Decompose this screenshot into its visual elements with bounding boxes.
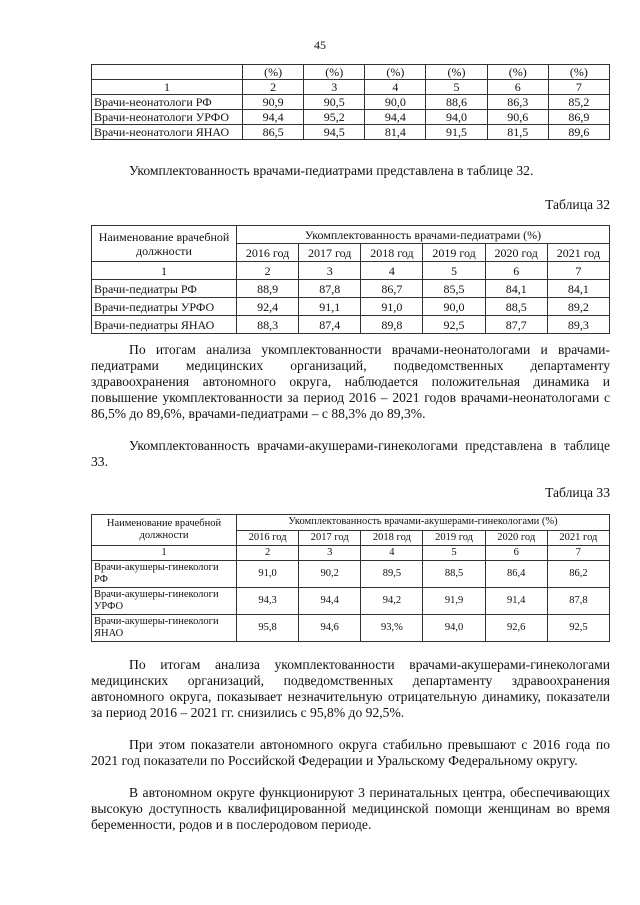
table-cell: 94,4 bbox=[365, 110, 426, 125]
table-cell: 87,7 bbox=[485, 316, 547, 334]
table-cell: 90,0 bbox=[423, 298, 485, 316]
table-row bbox=[92, 298, 610, 316]
table-cell: 92,6 bbox=[485, 615, 547, 642]
paragraph-neonatologists-pediatricians: По итогам анализа укомплектованности врачами-неонатологами и врачами-педиатрами медицинских организаций, подведомственных департаменту здравоохранения автономного округа, наблюдается положительная динамика и повышение укомплектованности за период 2016 – 2021 годов врачами-неонатологами с 86,5% до 89,6%, врачами-педиатрами – с 88,3% до 89,3%. bbox=[91, 342, 610, 421]
table-cell: 2 bbox=[237, 546, 299, 561]
table-cell: 81,4 bbox=[365, 125, 426, 140]
row-label-line: УРФО bbox=[94, 601, 124, 612]
year-header: 2017 год bbox=[299, 530, 361, 546]
intro-table-32: Укомплектованность врачами-педиатрами представлена в таблице 32. bbox=[129, 163, 534, 178]
name-header: Наименование врачебной должности bbox=[92, 515, 237, 546]
table-cell: 91,9 bbox=[423, 588, 485, 615]
table-cell bbox=[92, 65, 243, 80]
table-cell: 92,5 bbox=[547, 615, 609, 642]
table-cell: 5 bbox=[423, 546, 485, 561]
year-header: 2020 год bbox=[485, 244, 547, 262]
table-cell: 91,1 bbox=[299, 298, 361, 316]
table-cell: 7 bbox=[547, 546, 609, 561]
row-label-line: РФ bbox=[94, 574, 108, 585]
row-label-line: ЯНАО bbox=[94, 628, 124, 639]
table-colnum-row bbox=[92, 546, 610, 561]
table-cell: 7 bbox=[547, 262, 609, 280]
table-row bbox=[92, 280, 610, 298]
table-cell: 5 bbox=[426, 80, 487, 95]
table-cell: 4 bbox=[361, 546, 423, 561]
table-cell: 89,8 bbox=[361, 316, 423, 334]
year-header: 2020 год bbox=[485, 530, 547, 546]
table-cell: 84,1 bbox=[547, 280, 609, 298]
table-colnum-row bbox=[92, 262, 610, 280]
paragraph-perinatal-centers: В автономном округе функционируют 3 перинатальных центра, обеспечивающих высокую доступность квалифицированной медицинской помощи женщинам во время беременности, родов и в послеродовом периоде. bbox=[91, 785, 610, 832]
table-cell: 1 bbox=[92, 546, 237, 561]
table-cell: 94,0 bbox=[426, 110, 487, 125]
table-cell: 88,6 bbox=[426, 95, 487, 110]
table-row bbox=[92, 561, 610, 588]
table-row bbox=[92, 110, 610, 125]
table-header-row bbox=[92, 226, 610, 244]
row-label-line: Врачи-акушеры-гинекологи bbox=[94, 616, 219, 627]
table-cell: 87,8 bbox=[299, 280, 361, 298]
table-row bbox=[92, 615, 610, 642]
table-cell: 3 bbox=[299, 546, 361, 561]
table-header: (%) bbox=[365, 65, 426, 80]
table-cell: 6 bbox=[485, 546, 547, 561]
table-cell: 92,4 bbox=[237, 298, 299, 316]
table-cell: 86,4 bbox=[485, 561, 547, 588]
table-colnum-row bbox=[92, 80, 610, 95]
table-cell: 86,5 bbox=[243, 125, 304, 140]
paragraph-comparison: При этом показатели автономного округа стабильно превышают с 2016 года по 2021 год показатели по Российской Федерации и Уральскому Федеральному округу. bbox=[91, 737, 610, 768]
table-row bbox=[92, 588, 610, 615]
table-cell: 94,4 bbox=[299, 588, 361, 615]
table-31-neonatologists bbox=[91, 64, 610, 140]
table-cell: 90,0 bbox=[365, 95, 426, 110]
table-cell: 85,2 bbox=[548, 95, 609, 110]
table-cell: 94,6 bbox=[299, 615, 361, 642]
year-header: 2017 год bbox=[299, 244, 361, 262]
table-cell: 88,9 bbox=[237, 280, 299, 298]
table-cell: 1 bbox=[92, 262, 237, 280]
table-cell: 86,3 bbox=[487, 95, 548, 110]
row-label-line: Врачи-акушеры-гинекологи bbox=[94, 589, 219, 600]
name-header: Наименование врачебной должности bbox=[92, 226, 237, 262]
table-cell: 86,7 bbox=[361, 280, 423, 298]
table-cell: 2 bbox=[237, 262, 299, 280]
table-cell: 91,4 bbox=[485, 588, 547, 615]
table-cell: 1 bbox=[92, 80, 243, 95]
table-header: (%) bbox=[487, 65, 548, 80]
table-cell: 6 bbox=[487, 80, 548, 95]
paragraph-obstetricians: По итогам анализа укомплектованности врачами-акушерами-гинекологами медицинских организаций, подведомственных департаменту здравоохранения автономного округа, показывает незначительную отрицательную динамику, показатели за период 2016 – 2021 гг. снизились с 95,8% до 92,5%. bbox=[91, 657, 610, 720]
table-cell: 93,% bbox=[361, 615, 423, 642]
year-header: 2021 год bbox=[547, 244, 609, 262]
table-cell: 94,2 bbox=[361, 588, 423, 615]
table-cell: 3 bbox=[299, 262, 361, 280]
table-cell: 95,8 bbox=[237, 615, 299, 642]
table-cell: 5 bbox=[423, 262, 485, 280]
table-cell: 81,5 bbox=[487, 125, 548, 140]
table-row bbox=[92, 125, 610, 140]
table-header: (%) bbox=[548, 65, 609, 80]
year-header: 2021 год bbox=[547, 530, 609, 546]
table-cell: 94,5 bbox=[304, 125, 365, 140]
table-header: (%) bbox=[243, 65, 304, 80]
table-cell: 3 bbox=[304, 80, 365, 95]
table-header-row bbox=[92, 65, 610, 80]
table-row bbox=[92, 95, 610, 110]
table-cell: 4 bbox=[365, 80, 426, 95]
table-cell: 91,0 bbox=[361, 298, 423, 316]
year-header: 2016 год bbox=[237, 530, 299, 546]
table-cell: 88,5 bbox=[485, 298, 547, 316]
year-header: 2018 год bbox=[361, 244, 423, 262]
table-header: (%) bbox=[426, 65, 487, 80]
table-header-row bbox=[92, 515, 610, 531]
table-32-pediatricians bbox=[91, 225, 610, 334]
row-label: Врачи-педиатры РФ bbox=[92, 280, 237, 298]
table-cell: 2 bbox=[243, 80, 304, 95]
table-33-caption: Таблица 33 bbox=[545, 485, 610, 500]
row-label bbox=[92, 588, 237, 615]
table-32-caption: Таблица 32 bbox=[545, 197, 610, 212]
table-cell: 89,5 bbox=[361, 561, 423, 588]
table-cell: 91,0 bbox=[237, 561, 299, 588]
table-cell: 94,3 bbox=[237, 588, 299, 615]
table-cell: 4 bbox=[361, 262, 423, 280]
year-header: 2019 год bbox=[423, 530, 485, 546]
table-cell: 90,6 bbox=[487, 110, 548, 125]
row-label: Врачи-педиатры УРФО bbox=[92, 298, 237, 316]
row-label-line: Врачи-акушеры-гинекологи bbox=[94, 562, 219, 573]
table-cell: 89,6 bbox=[548, 125, 609, 140]
table-cell: 90,9 bbox=[243, 95, 304, 110]
table-cell: 89,3 bbox=[547, 316, 609, 334]
table-cell: 90,2 bbox=[299, 561, 361, 588]
page-number: 45 bbox=[314, 38, 326, 52]
intro-table-33: Укомплектованность врачами-акушерами-гинекологами представлена в таблице 33. bbox=[91, 438, 610, 469]
table-cell: 87,4 bbox=[299, 316, 361, 334]
table-cell: 90,5 bbox=[304, 95, 365, 110]
row-label bbox=[92, 615, 237, 642]
year-header: 2018 год bbox=[361, 530, 423, 546]
table-cell: 94,4 bbox=[243, 110, 304, 125]
group-header: Укомплектованность врачами-акушерами-гинекологами (%) bbox=[237, 515, 610, 531]
row-label: Врачи-неонатологи ЯНАО bbox=[92, 125, 243, 140]
table-cell: 94,0 bbox=[423, 615, 485, 642]
table-cell: 92,5 bbox=[423, 316, 485, 334]
group-header: Укомплектованность врачами-педиатрами (%) bbox=[237, 226, 610, 244]
table-cell: 89,2 bbox=[547, 298, 609, 316]
table-cell: 88,5 bbox=[423, 561, 485, 588]
table-cell: 95,2 bbox=[304, 110, 365, 125]
table-33-obstetricians bbox=[91, 514, 610, 642]
table-cell: 6 bbox=[485, 262, 547, 280]
table-cell: 91,5 bbox=[426, 125, 487, 140]
year-header: 2016 год bbox=[237, 244, 299, 262]
table-cell: 88,3 bbox=[237, 316, 299, 334]
table-cell: 7 bbox=[548, 80, 609, 95]
row-label: Врачи-педиатры ЯНАО bbox=[92, 316, 237, 334]
table-header: (%) bbox=[304, 65, 365, 80]
table-cell: 84,1 bbox=[485, 280, 547, 298]
table-cell: 86,2 bbox=[547, 561, 609, 588]
table-cell: 87,8 bbox=[547, 588, 609, 615]
row-label bbox=[92, 561, 237, 588]
table-row bbox=[92, 316, 610, 334]
table-cell: 85,5 bbox=[423, 280, 485, 298]
row-label: Врачи-неонатологи УРФО bbox=[92, 110, 243, 125]
row-label: Врачи-неонатологи РФ bbox=[92, 95, 243, 110]
table-cell: 86,9 bbox=[548, 110, 609, 125]
year-header: 2019 год bbox=[423, 244, 485, 262]
